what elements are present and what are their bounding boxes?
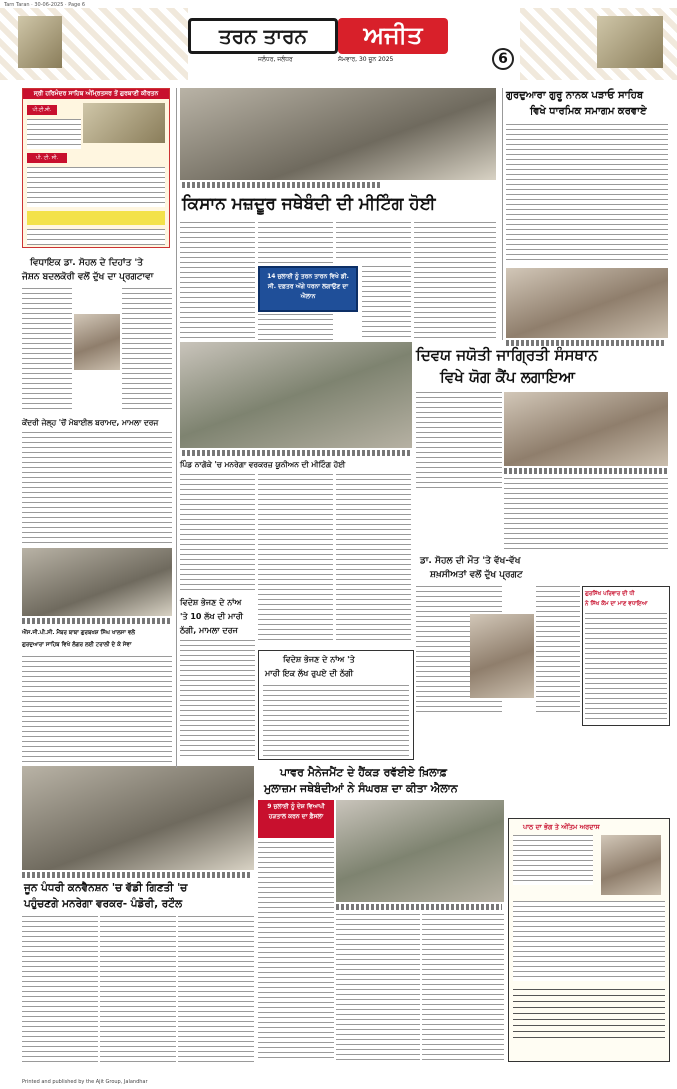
center2-body-1 (180, 474, 255, 594)
ad-kirtan-strip (27, 211, 165, 225)
column-rule-1 (176, 88, 177, 768)
bottom-center-photo (336, 800, 504, 902)
right3-portrait (470, 614, 534, 698)
yoga-photo (504, 392, 668, 466)
bottom-left-headline2: ਪਹੁੰਚਣਗੇ ਮਨਰੇਗਾ ਵਰਕਰ- ਪੰਡੋਰੀ, ਰਟੌਲ (24, 898, 183, 910)
gurdwara-photo (597, 16, 663, 68)
ad-kirtan-badge: ਪੀ.ਟੀ.ਸੀ. (27, 105, 57, 115)
center-box-headline2: ਮਾਰੀ ਇਕ ਲੱਖ ਰੁਪਏ ਦੀ ਠੱਗੀ (265, 669, 354, 678)
left4-headline2: ਗੁਰਦੁਆਰਾ ਸਾਹਿਬ ਵਿਖੇ ਲੰਗਰ ਲਈ ਟਰਾਲੀ ਦੇ ਕੇ ਸੇਵਾ (22, 642, 132, 648)
right3-body-2 (536, 586, 580, 716)
right-top-body (506, 124, 668, 264)
main-quote: 14 ਜੁਲਾਈ ਨੂੰ ਤਰਨ ਤਾਰਨ ਵਿਖੇ ਡੀ. ਸੀ. ਦਫ਼ਤਰ ਅੱਗੇ ਧਰਨਾ ਲਗਾਉਣ ਦਾ ਐਲਾਨ (258, 266, 358, 312)
right2-headline1: ਦਿਵਯ ਜਯੋਤੀ ਜਾਗ੍ਰਿਤੀ ਸੰਸਥਾਨ (416, 346, 598, 364)
right-top-headline1: ਗੁਰਦੁਆਰਾ ਗੁਰੂ ਨਾਨਕ ਪੜਾਓ ਸਾਹਿਬ (506, 90, 644, 101)
obituary-text-1 (513, 835, 593, 885)
right4-box (582, 586, 670, 726)
main-body-6 (414, 222, 496, 340)
main-body-1 (180, 222, 255, 340)
left2-headline1: ਵਿਧਾਇਕ ਡਾ. ਸੋਹਲ ਦੇ ਦਿਹਾਂਤ 'ਤੇ (30, 258, 144, 268)
top-meta: Tarn Taran · 30-06-2025 · Page 6 (4, 2, 86, 8)
left3-headline: ਕੇਂਦਰੀ ਜੇਲ੍ਹ 'ਚੋਂ ਮੋਬਾਈਲ ਬਰਾਮਦ, ਮਾਮਲਾ ਦਰਜ (22, 418, 159, 427)
right4-headline2: ਨੇ ਸਿੱਖ ਕੌਮ ਦਾ ਮਾਣ ਵਧਾਇਆ (585, 601, 648, 607)
bottom-left-body-1 (22, 916, 98, 1062)
main-body-4 (336, 222, 411, 262)
bottom-center-body-2 (336, 914, 420, 1062)
center2-body-3 (336, 474, 411, 644)
bottom-left-headline1: ਜੂਨ ਪੰਧਰੀ ਕਨਵੈਨਸ਼ਨ 'ਚ ਵੱਡੀ ਗਿਣਤੀ 'ਚ (24, 882, 188, 894)
yoga-caption (504, 468, 668, 474)
right-top-photo (506, 268, 668, 338)
obituary-title: ਪਾਠ ਦਾ ਭੋਗ ਤੇ ਅੰਤਿਮ ਅਰਦਾਸ (523, 823, 600, 831)
right4-headline1: ਗੁਰਸਿੱਖ ਪਰਿਵਾਰ ਦੀ ਧੀ (585, 591, 635, 597)
left4-body (22, 656, 172, 764)
left2-portrait (74, 314, 120, 370)
bottom-left-body-2 (100, 916, 176, 1062)
right4-body (585, 613, 667, 723)
meeting-photo-caption (182, 450, 410, 456)
right3-headline2: ਸ਼ਖ਼ਸੀਅਤਾਂ ਵਲੋਂ ਦੁੱਖ ਪ੍ਰਗਟ (430, 570, 523, 580)
center2-headline: ਪਿੰਡ ਨਾਗੋਕੇ 'ਚ ਮਨਰੇਗਾ ਵਰਕਰਜ਼ ਯੂਨੀਅਨ ਦੀ ਮੀਟਿੰਗ ਹੋਈ (180, 460, 346, 469)
bottom-center-headline2: ਮੁਲਾਜ਼ਮ ਜਥੇਬੰਦੀਆਂ ਨੇ ਸੰਘਰਸ਼ ਦਾ ਕੀਤਾ ਐਲਾਨ (264, 782, 458, 795)
right3-headline1: ਡਾ. ਸੋਹਲ ਦੀ ਮੌਤ 'ਤੇ ਵੱਖ-ਵੱਖ (420, 556, 521, 566)
center2-body-2 (258, 474, 333, 644)
main-body-2 (258, 222, 333, 264)
main-headline: ਕਿਸਾਨ ਮਜ਼ਦੂਰ ਜਥੇਬੰਦੀ ਦੀ ਮੀਟਿੰਗ ਹੋਈ (182, 194, 436, 214)
bottom-center-body-1 (258, 842, 334, 1062)
bottom-center-callout: 9 ਜੁਲਾਈ ਨੂੰ ਦੇਸ਼ ਵਿਆਪੀ ਹੜਤਾਲ ਕਰਨ ਦਾ ਫ਼ੈਸਲਾ (258, 800, 334, 838)
page-number: 6 (492, 48, 514, 70)
left3-caption (22, 618, 170, 624)
golden-temple-photo (18, 16, 62, 68)
masthead-date: ਸੋਮਵਾਰ, 30 ਜੂਨ 2025 (338, 56, 394, 63)
obituary-text-2 (513, 901, 665, 981)
masthead (188, 14, 488, 66)
column-rule-2 (502, 88, 503, 340)
footer: Printed and published by the Ajit Group, Jalandhar (22, 1079, 148, 1085)
bottom-center-caption (336, 904, 502, 910)
main-body-3 (258, 314, 333, 340)
center3-headline3: ਠੱਗੀ, ਮਾਮਲਾ ਦਰਜ (180, 626, 238, 635)
ad-kirtan-badge2: ਪੀ. ਟੀ. ਸੀ. (27, 153, 67, 163)
right2-headline2: ਵਿਖੇ ਯੋਗ ਕੈਂਪ ਲਗਾਇਆ (440, 368, 575, 386)
bottom-left-caption (22, 872, 252, 878)
right-top-headline2: ਵਿਖੇ ਧਾਰਮਿਕ ਸਮਾਗਮ ਕਰਵਾਏ (530, 106, 647, 117)
center-box-headline1: ਵਿਦੇਸ਼ ਭੇਜਣ ਦੇ ਨਾਂਅ 'ਤੇ (283, 655, 355, 664)
masthead-right: ਅਜੀਤ (338, 18, 448, 54)
center3-body (180, 640, 255, 760)
left4-headline1: ਐੱਸ.ਜੀ.ਪੀ.ਸੀ. ਮੈਂਬਰ ਬਾਬਾ ਗੁਰਬਖਸ਼ ਸਿੰਘ ਖਾਲਸਾ ਵਲੋਂ (22, 630, 135, 636)
ad-kirtan-photo (83, 103, 165, 143)
masthead-sub: ਜਲੰਧਰ, ਜਲੰਧਰ (258, 56, 293, 63)
bottom-left-body-3 (178, 916, 254, 1062)
right2-body-2 (504, 478, 668, 552)
ad-kirtan-title: ਸ੍ਰੀ ਹਰਿਮੰਦਰ ਸਾਹਿਬ ਅੰਮ੍ਰਿਤਸਰ ਤੋਂ ਗੁਰਬਾਣੀ ਕੀਰਤਨ (23, 89, 169, 99)
left3-photo (22, 548, 172, 616)
obituary-footer-strip (513, 989, 665, 1039)
left2-body-1 (22, 288, 72, 412)
main-photo (180, 88, 496, 180)
ad-kirtan-text2 (27, 167, 165, 207)
bottom-center-body-3 (422, 914, 504, 1062)
main-photo-caption (182, 182, 382, 188)
bottom-left-photo (22, 766, 254, 870)
left3-body (22, 432, 172, 544)
ad-kirtan-text (27, 119, 81, 149)
right2-body-1 (416, 392, 502, 488)
left2-headline2: ਜੋਸ਼ਨ ਬਦਲਕੋਰੀ ਵਲੋਂ ਦੁੱਖ ਦਾ ਪ੍ਰਗਟਾਵਾ (22, 272, 154, 282)
masthead-left: ਤਰਨ ਤਾਰਨ (188, 18, 338, 54)
bottom-center-headline1: ਪਾਵਰ ਮੈਨੇਜਮੈਂਟ ਦੇ ਹੈਂਕੜ ਰਵੱਈਏ ਖ਼ਿਲਾਫ਼ (280, 766, 447, 779)
obituary-ad (508, 818, 670, 1062)
ad-kirtan-text3 (27, 229, 165, 245)
obituary-portrait (601, 835, 661, 895)
main-body-5 (362, 266, 411, 340)
center3-headline1: ਵਿਦੇਸ਼ ਭੇਜਣ ਦੇ ਨਾਂਅ (180, 598, 242, 607)
left2-body-2 (122, 288, 172, 412)
ad-kirtan (22, 88, 170, 248)
center3-headline2: 'ਤੇ 10 ਲੱਖ ਦੀ ਮਾਰੀ (180, 612, 243, 621)
center-box-body (263, 685, 409, 757)
center-box (258, 650, 414, 760)
meeting-photo (180, 342, 412, 448)
